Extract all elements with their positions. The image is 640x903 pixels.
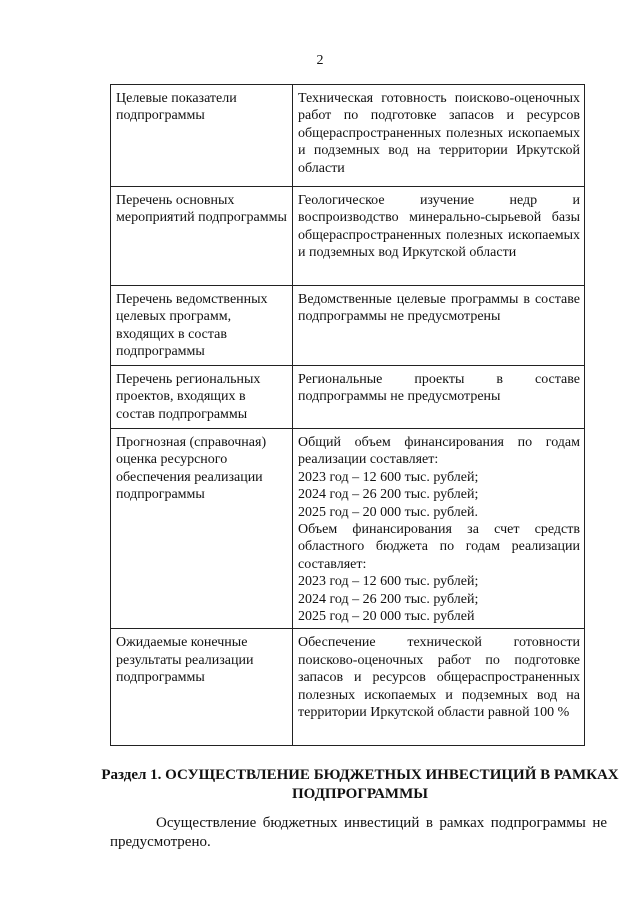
section-paragraph: Осуществление бюджетных инвестиций в рамках подпрограммы не предусмотрено. xyxy=(110,815,607,850)
table-row xyxy=(111,429,585,629)
section-heading: Раздел 1. ОСУЩЕСТВЛЕНИЕ БЮДЖЕТНЫХ ИНВЕСТИЦИЙ В РАМКАХ ПОДПРОГРАММЫ xyxy=(101,767,619,802)
table-row xyxy=(111,286,585,366)
table-row xyxy=(111,629,585,746)
row-label: Перечень основных мероприятий подпрограммы xyxy=(111,187,293,286)
financing-line: 2023 год – 12 600 тыс. рублей; xyxy=(298,574,479,590)
table-row xyxy=(111,187,585,286)
financing-line: Общий объем финансирования по годам реализации составляет: xyxy=(298,435,580,468)
row-value: Геологическое изучение недр и воспроизводство минерально-сырьевой базы общераспространенных полезных ископаемых и подземных вод Иркутской области xyxy=(293,187,585,286)
row-value: Ведомственные целевые программы в составе подпрограммы не предусмотрены xyxy=(293,286,585,366)
page-number: 2 xyxy=(316,53,324,68)
financing-line: 2024 год – 26 200 тыс. рублей; xyxy=(298,591,479,607)
table-row xyxy=(111,85,585,187)
financing-line: 2024 год – 26 200 тыс. рублей; xyxy=(298,487,479,503)
financing-line: 2025 год – 20 000 тыс. рублей. xyxy=(298,504,478,520)
row-label: Целевые показатели подпрограммы xyxy=(111,85,293,187)
financing-line: Объем финансирования за счет средств областного бюджета по годам реализации составляет: xyxy=(298,522,580,572)
row-label: Перечень ведомственных целевых программ, входящих в состав подпрограммы xyxy=(111,286,293,366)
row-value: Техническая готовность поисково-оценочных работ по подготовке запасов и ресурсов общераспространенных полезных ископаемых и подземных вод на территории Иркутской области xyxy=(293,85,585,187)
subprogram-passport-table xyxy=(110,84,585,746)
row-value: Региональные проекты в составе подпрограммы не предусмотрены xyxy=(293,366,585,429)
row-label: Ожидаемые конечные результаты реализации подпрограммы xyxy=(111,629,293,746)
table-row xyxy=(111,366,585,429)
row-label: Перечень региональных проектов, входящих в состав подпрограммы xyxy=(111,366,293,429)
row-value: Обеспечение технической готовности поисково-оценочных работ по подготовке запасов и ресурсов общераспространенных полезных ископаемых и подземных вод на территории Иркутской области равной 100 % xyxy=(293,629,585,746)
row-label: Прогнозная (справочная) оценка ресурсного обеспечения реализации подпрограммы xyxy=(111,429,293,629)
financing-line: 2025 год – 20 000 тыс. рублей xyxy=(298,609,475,625)
row-value xyxy=(293,429,585,629)
financing-line: 2023 год – 12 600 тыс. рублей; xyxy=(298,469,479,485)
